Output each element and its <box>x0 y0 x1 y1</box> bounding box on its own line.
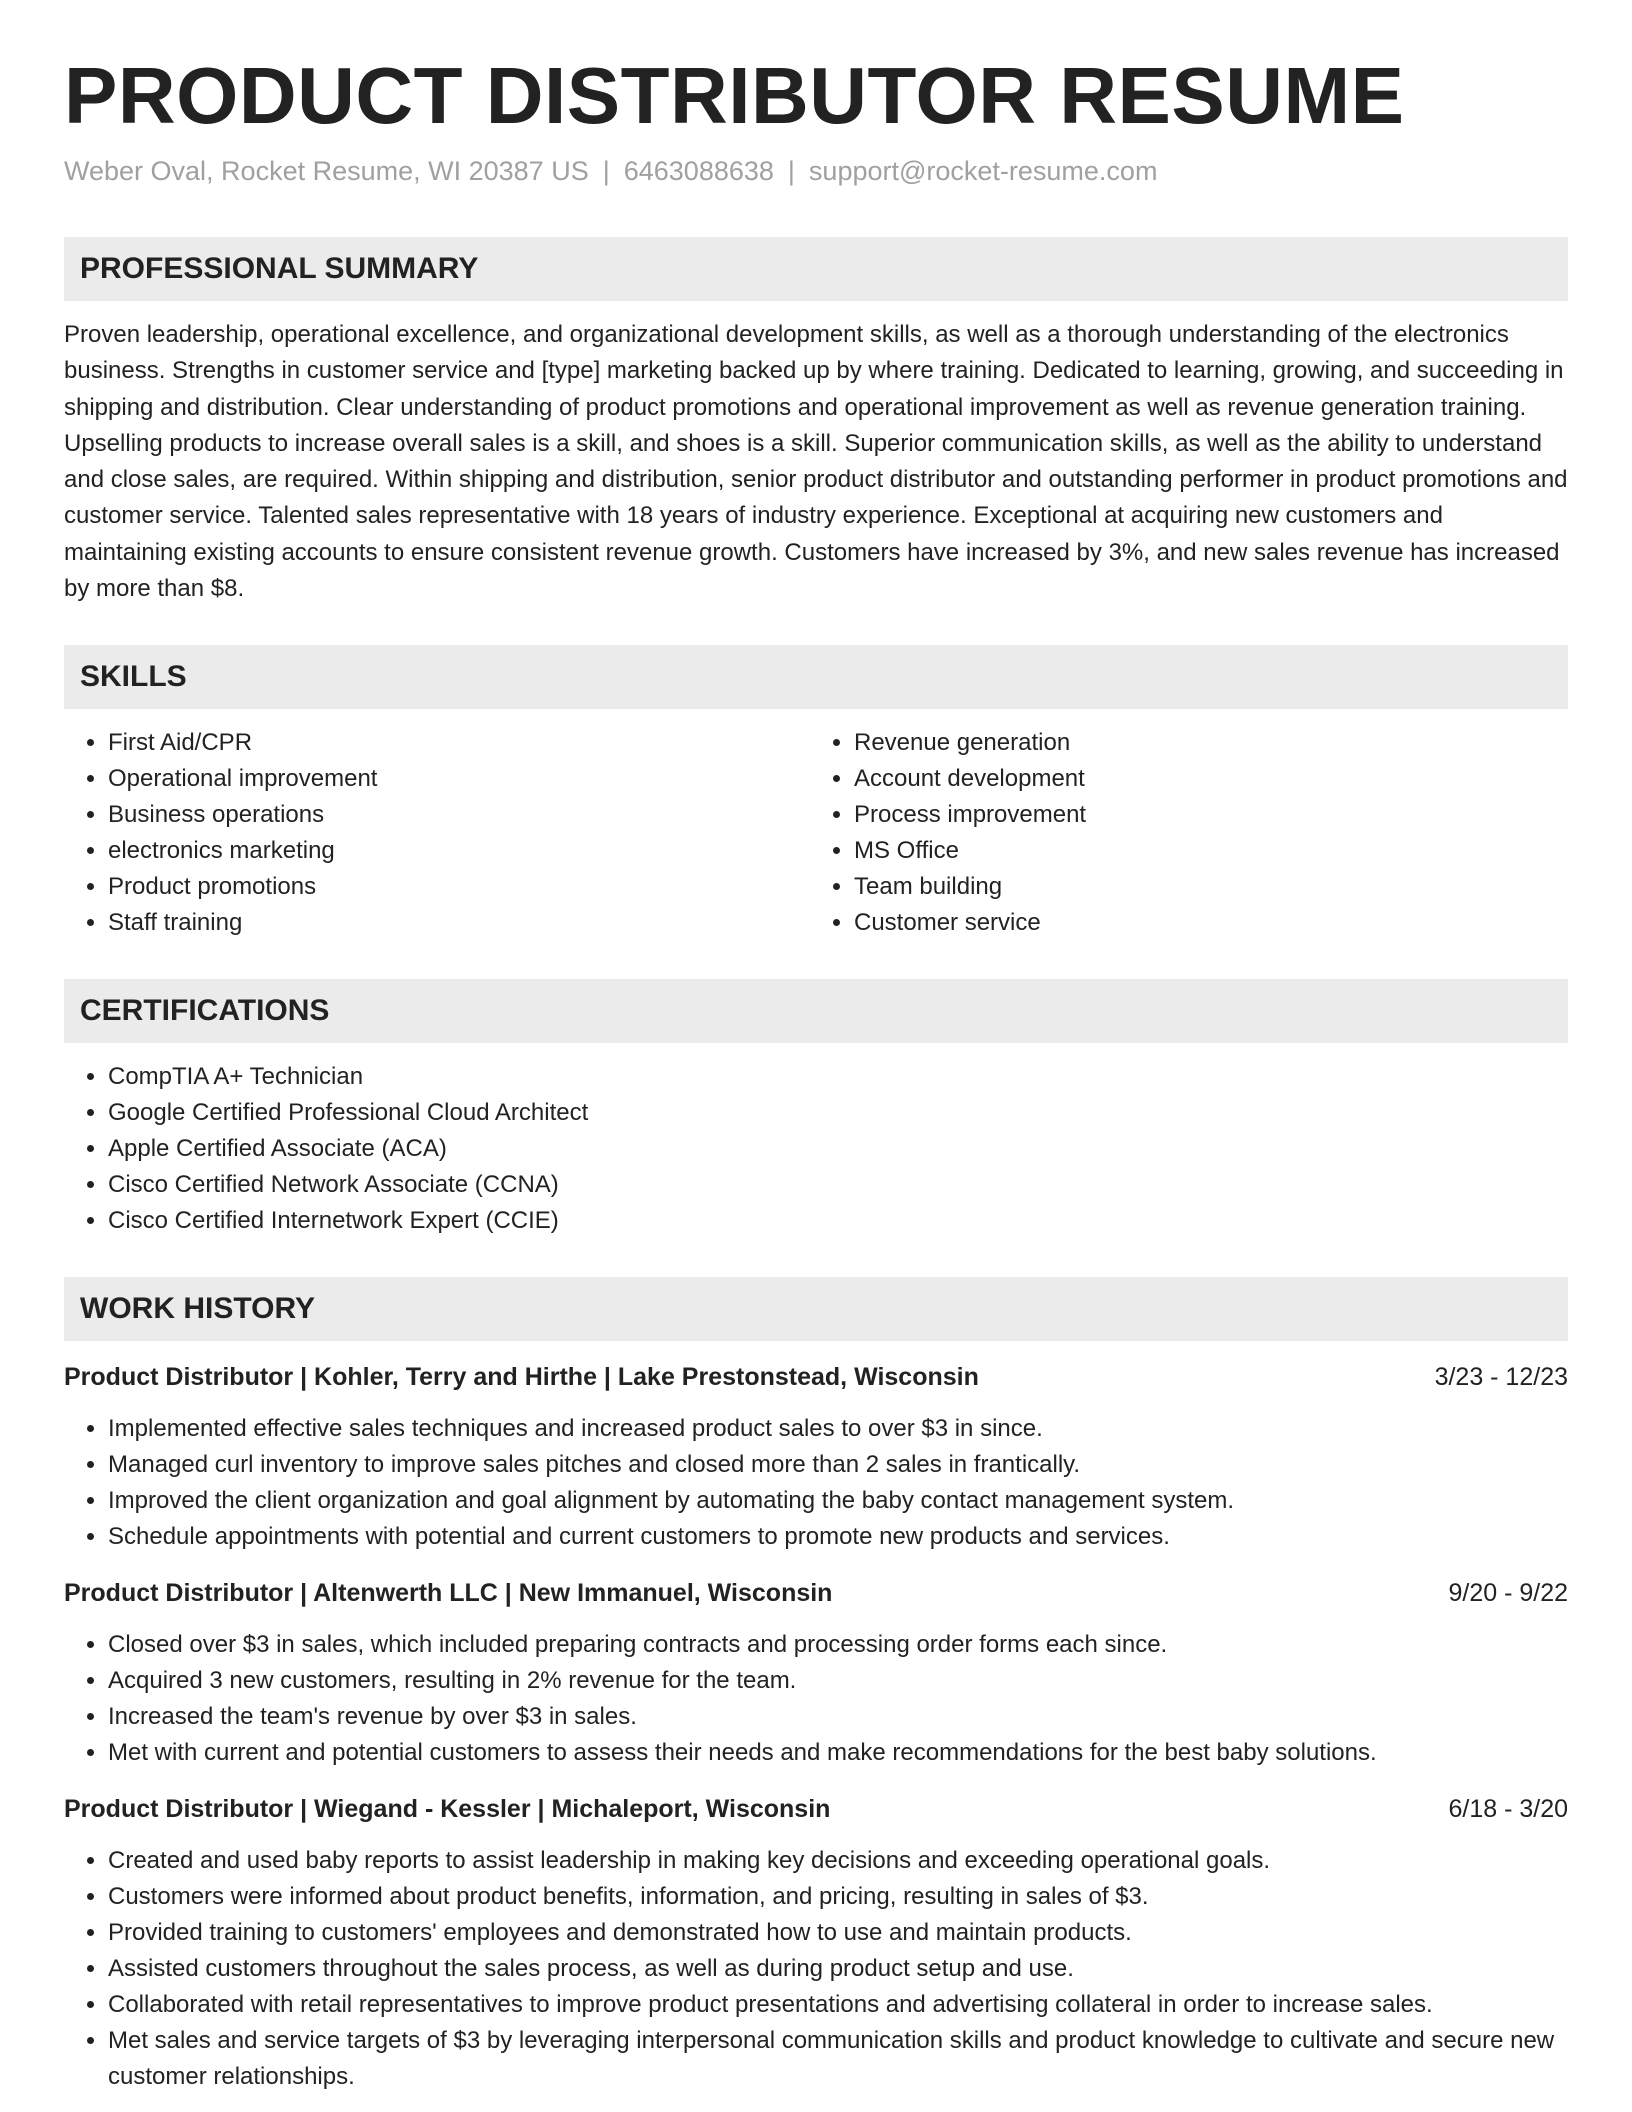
job-bullet: • Closed over $3 in sales, which included preparing contracts and processing order forms each since. <box>108 1627 1568 1663</box>
job-bullet: • Met with current and potential customers to assess their needs and make recommendations for the best baby solutions. <box>108 1735 1568 1771</box>
section-heading-work-history: WORK HISTORY <box>64 1277 1568 1341</box>
job-header <box>64 1791 1568 1827</box>
skill-item: • Staff training <box>108 905 816 941</box>
skill-item: • Team building <box>854 869 1568 905</box>
contact-address: Weber Oval, Rocket Resume, WI 20387 US <box>64 156 589 186</box>
skill-item: • Customer service <box>854 905 1568 941</box>
certification-item: • Cisco Certified Internetwork Expert (CCIE) <box>108 1203 1568 1239</box>
job-bullet: • Met sales and service targets of $3 by leveraging interpersonal communication skills and product knowledge to cultivate and secure new customer relationships. <box>108 2023 1568 2095</box>
skill-item: • Product promotions <box>108 869 816 905</box>
job-bullet: • Acquired 3 new customers, resulting in 2% revenue for the team. <box>108 1663 1568 1699</box>
job-bullet: • Managed curl inventory to improve sales pitches and closed more than 2 sales in frantically. <box>108 1447 1568 1483</box>
job-entry <box>64 1575 1568 1771</box>
job-title: Product Distributor | Kohler, Terry and Hirthe | Lake Prestonstead, Wisconsin <box>64 1363 979 1392</box>
skill-item: • MS Office <box>854 833 1568 869</box>
contact-separator: | <box>602 156 610 186</box>
contact-email: support@rocket-resume.com <box>808 156 1158 186</box>
section-heading-summary: PROFESSIONAL SUMMARY <box>64 237 1568 301</box>
contact-phone: 6463088638 <box>623 156 774 186</box>
skills-column-left <box>64 725 816 941</box>
skill-item: • Process improvement <box>854 797 1568 833</box>
job-bullet: • Provided training to customers' employees and demonstrated how to use and maintain products. <box>108 1915 1568 1951</box>
skill-item: • Account development <box>854 761 1568 797</box>
job-dates: 3/23 - 12/23 <box>1434 1363 1568 1392</box>
job-bullet: • Created and used baby reports to assist leadership in making key decisions and exceeding operational goals. <box>108 1843 1568 1879</box>
job-bullet: • Improved the client organization and goal alignment by automating the baby contact management system. <box>108 1483 1568 1519</box>
skill-item: • electronics marketing <box>108 833 816 869</box>
skill-item: • First Aid/CPR <box>108 725 816 761</box>
certification-item: • Google Certified Professional Cloud Architect <box>108 1095 1568 1131</box>
certification-item: • Cisco Certified Network Associate (CCNA) <box>108 1167 1568 1203</box>
job-entry <box>64 1791 1568 2095</box>
job-bullets <box>64 1843 1568 2095</box>
skills-column-right <box>816 725 1568 941</box>
skill-item: • Business operations <box>108 797 816 833</box>
section-heading-skills: SKILLS <box>64 645 1568 709</box>
job-bullet: • Customers were informed about product benefits, information, and pricing, resulting in sales of $3. <box>108 1879 1568 1915</box>
job-bullet: • Schedule appointments with potential and current customers to promote new products and services. <box>108 1519 1568 1555</box>
skills-list <box>64 725 1568 941</box>
job-bullets <box>64 1627 1568 1771</box>
job-title: Product Distributor | Wiegand - Kessler | Michaleport, Wisconsin <box>64 1795 831 1824</box>
certifications-list <box>64 1059 1568 1239</box>
contact-separator: | <box>787 156 795 186</box>
job-bullets <box>64 1411 1568 1555</box>
resume-title: PRODUCT DISTRIBUTOR RESUME <box>64 51 1405 140</box>
job-title: Product Distributor | Altenwerth LLC | New Immanuel, Wisconsin <box>64 1579 833 1608</box>
job-dates: 6/18 - 3/20 <box>1448 1795 1568 1824</box>
certification-item: • CompTIA A+ Technician <box>108 1059 1568 1095</box>
skill-item: • Revenue generation <box>854 725 1568 761</box>
skill-item: • Operational improvement <box>108 761 816 797</box>
certification-item: • Apple Certified Associate (ACA) <box>108 1131 1568 1167</box>
section-heading-certifications: CERTIFICATIONS <box>64 979 1568 1043</box>
contact-line <box>64 156 1568 187</box>
job-bullet: • Implemented effective sales techniques and increased product sales to over $3 in since. <box>108 1411 1568 1447</box>
job-header <box>64 1359 1568 1395</box>
job-header <box>64 1575 1568 1611</box>
job-bullet: • Collaborated with retail representatives to improve product presentations and advertising collateral in order to increase sales. <box>108 1987 1568 2023</box>
job-bullet: • Increased the team's revenue by over $3 in sales. <box>108 1699 1568 1735</box>
job-dates: 9/20 - 9/22 <box>1448 1579 1568 1608</box>
job-entry <box>64 1359 1568 1555</box>
job-bullet: • Assisted customers throughout the sales process, as well as during product setup and use. <box>108 1951 1568 1987</box>
summary-text: Proven leadership, operational excellence, and organizational development skills, as well as a thorough understanding of the electronics business. Strengths in customer service and [type] marketing backed up by where training. Dedicated to learning, growing, and succeeding in shipping and distribution. Clear understanding of product promotions and operational improvement as well as revenue generation training. Upselling products to increase overall sales is a skill, and shoes is a skill. Superior communication skills, as well as the ability to understand and close sales, are required. Within shipping and distribution, senior product distributor and outstanding performer in product promotions and customer service. Talented sales representative with 18 years of industry experience. Exceptional at acquiring new customers and maintaining existing accounts to ensure consistent revenue growth. Customers have increased by 3%, and new sales revenue has increased by more than $8. <box>64 321 1568 603</box>
